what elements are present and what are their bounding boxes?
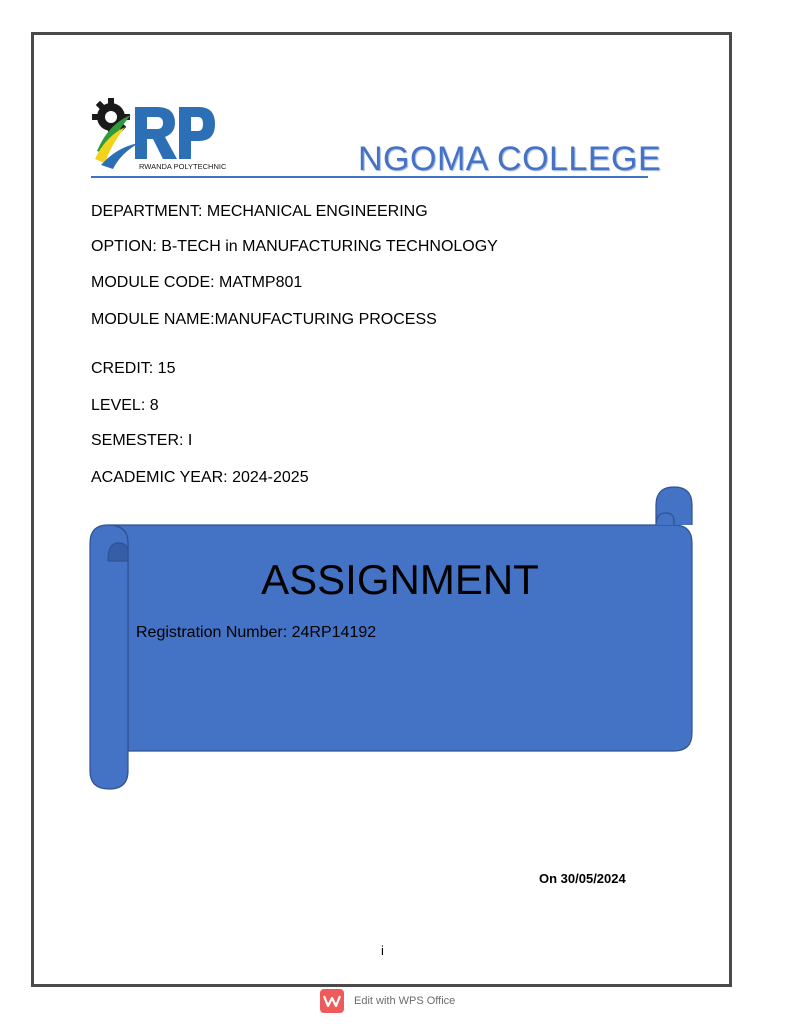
department-line: DEPARTMENT: MECHANICAL ENGINEERING: [91, 203, 428, 220]
option-line: OPTION: B-TECH in MANUFACTURING TECHNOLOGY: [91, 238, 498, 255]
module-code-line: MODULE CODE: MATMP801: [91, 274, 303, 291]
registration-number: Registration Number: 24RP14192: [136, 624, 377, 641]
semester-line: SEMESTER: I: [91, 432, 193, 449]
academic-year-line: ACADEMIC YEAR: 2024-2025: [91, 469, 309, 486]
wps-logo-icon: [320, 989, 344, 1013]
rwanda-polytechnic-logo: [91, 93, 227, 173]
header-rule: [91, 176, 648, 178]
credit-line: CREDIT: 15: [91, 360, 176, 377]
logo-subtitle: RWANDA POLYTECHNIC: [139, 162, 227, 171]
submission-date: On 30/05/2024: [539, 871, 626, 886]
college-name: NGOMA COLLEGE: [358, 140, 662, 178]
assignment-title: ASSIGNMENT: [261, 556, 539, 603]
wps-edit-link[interactable]: [320, 988, 455, 1014]
level-line: LEVEL: 8: [91, 397, 159, 414]
wps-edit-label: Edit with WPS Office: [354, 995, 456, 1007]
page-number: i: [381, 943, 384, 958]
module-name-line: MODULE NAME:MANUFACTURING PROCESS: [91, 311, 437, 328]
